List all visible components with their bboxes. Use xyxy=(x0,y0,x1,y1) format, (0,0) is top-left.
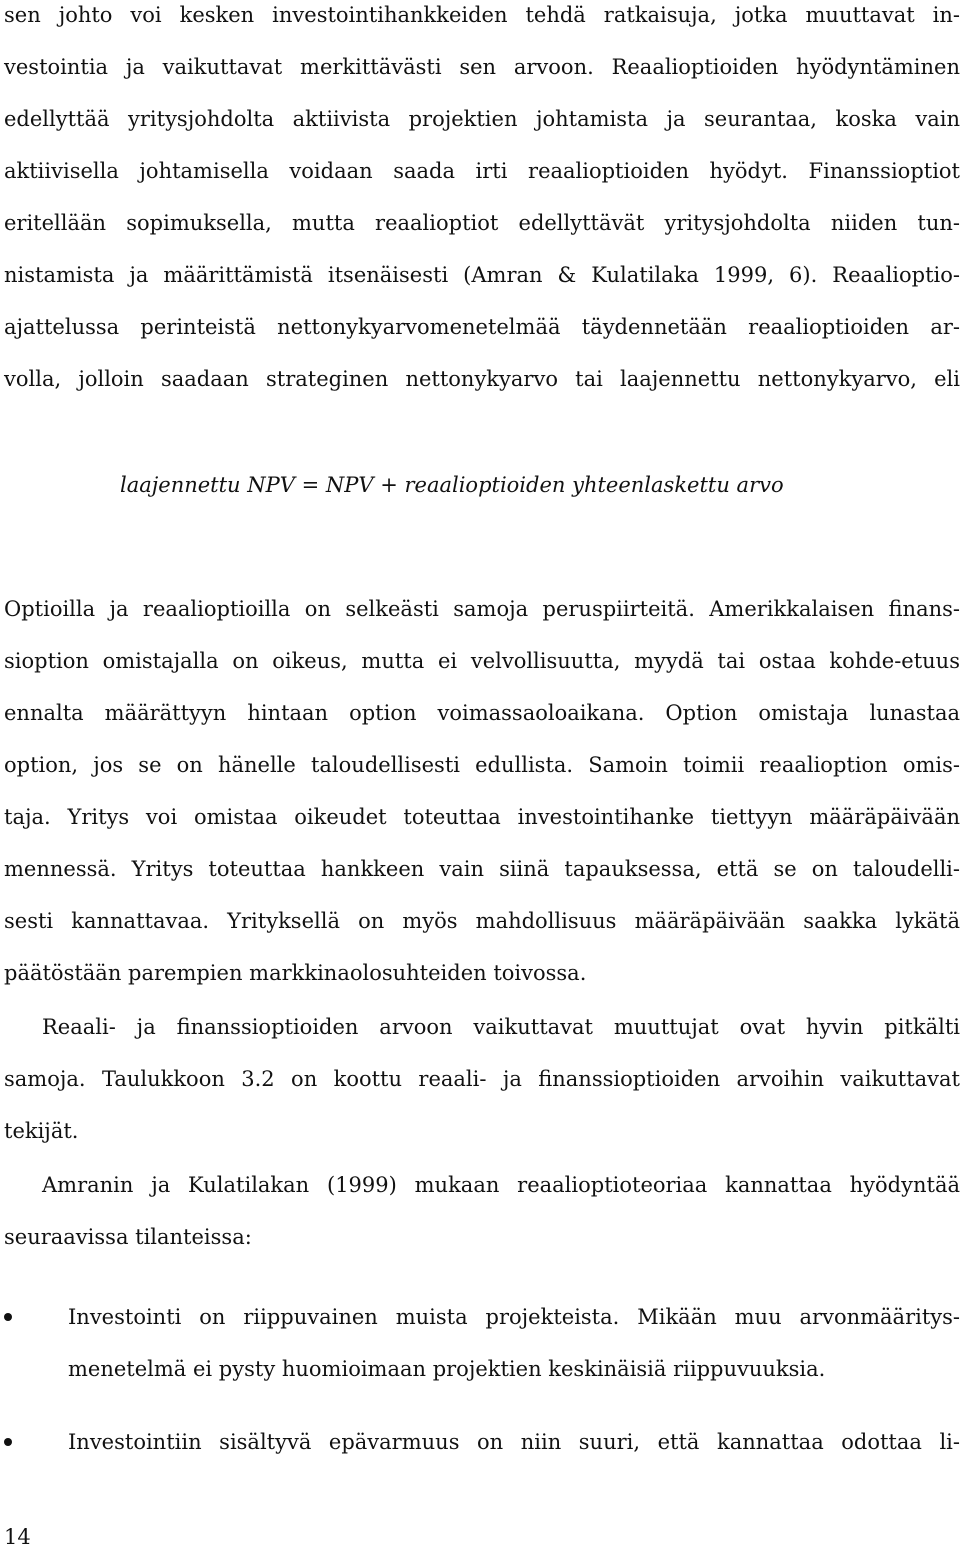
formula: laajennettu NPV = NPV + reaalioptioiden yhteenlaskettu arvo xyxy=(120,473,784,497)
paragraph-line: ennalta määrättyyn hintaan option voimassaoloaikana. Option omistaja lunastaa xyxy=(4,701,960,725)
paragraph-line: Reaali- ja finanssioptioiden arvoon vaikuttavat muuttujat ovat hyvin pitkälti xyxy=(42,1015,960,1039)
paragraph-line: taja. Yritys voi omistaa oikeudet toteuttaa investointihanke tiettyyn määräpäivään xyxy=(4,805,960,829)
paragraph-line: aktiivisella johtamisella voidaan saada irti reaalioptioiden hyödyt. Finanssioptiot xyxy=(4,159,960,183)
paragraph-line: sesti kannattavaa. Yrityksellä on myös mahdollisuus määräpäivään saakka lykätä xyxy=(4,909,960,933)
list-item-line: Investointi on riippuvainen muista projekteista. Mikään muu arvonmääritys- xyxy=(68,1305,960,1329)
paragraph-line: ajattelussa perinteistä nettonykyarvomenetelmää täydennetään reaalioptioiden ar- xyxy=(4,315,960,339)
paragraph-line: Optioilla ja reaalioptioilla on selkeästi samoja peruspiirteitä. Amerikkalaisen finans- xyxy=(4,597,960,621)
paragraph-line: mennessä. Yritys toteuttaa hankkeen vain siinä tapauksessa, että se on taloudelli- xyxy=(4,857,960,881)
paragraph-line: Amranin ja Kulatilakan (1999) mukaan reaalioptioteoriaa kannattaa hyödyntää xyxy=(42,1173,960,1197)
paragraph-line: option, jos se on hänelle taloudellisesti edullista. Samoin toimii reaalioption omis- xyxy=(4,753,960,777)
paragraph-line: samoja. Taulukkoon 3.2 on koottu reaali- ja finanssioptioiden arvoihin vaikuttavat xyxy=(4,1067,960,1091)
paragraph-line: seuraavissa tilanteissa: xyxy=(4,1225,252,1249)
paragraph-line: volla, jolloin saadaan strateginen nettonykyarvo tai laajennettu nettonykyarvo, eli xyxy=(4,367,960,391)
page-number: 14 xyxy=(4,1525,31,1549)
paragraph-line: eritellään sopimuksella, mutta reaalioptiot edellyttävät yritysjohdolta niiden tun- xyxy=(4,211,960,235)
list-item-line: Investointiin sisältyvä epävarmuus on niin suuri, että kannattaa odottaa li- xyxy=(68,1430,960,1454)
paragraph-line: tekijät. xyxy=(4,1119,79,1143)
paragraph-line: sioption omistajalla on oikeus, mutta ei velvollisuutta, myydä tai ostaa kohde-etuus xyxy=(4,649,960,673)
bullet-dot-icon xyxy=(4,1313,12,1321)
paragraph-line: vestointia ja vaikuttavat merkittävästi sen arvoon. Reaalioptioiden hyödyntäminen xyxy=(4,55,960,79)
list-item-line: menetelmä ei pysty huomioimaan projektien keskinäisiä riippuvuuksia. xyxy=(68,1357,826,1381)
paragraph-line: sen johto voi kesken investointihankkeiden tehdä ratkaisuja, jotka muuttavat in- xyxy=(4,3,960,27)
bullet-dot-icon xyxy=(4,1438,12,1446)
paragraph-line: nistamista ja määrittämistä itsenäisesti (Amran & Kulatilaka 1999, 6). Reaalioptio- xyxy=(4,263,960,287)
paragraph-line: päätöstään parempien markkinaolosuhteiden toivossa. xyxy=(4,961,587,985)
paragraph-line: edellyttää yritysjohdolta aktiivista projektien johtamista ja seurantaa, koska vain xyxy=(4,107,960,131)
